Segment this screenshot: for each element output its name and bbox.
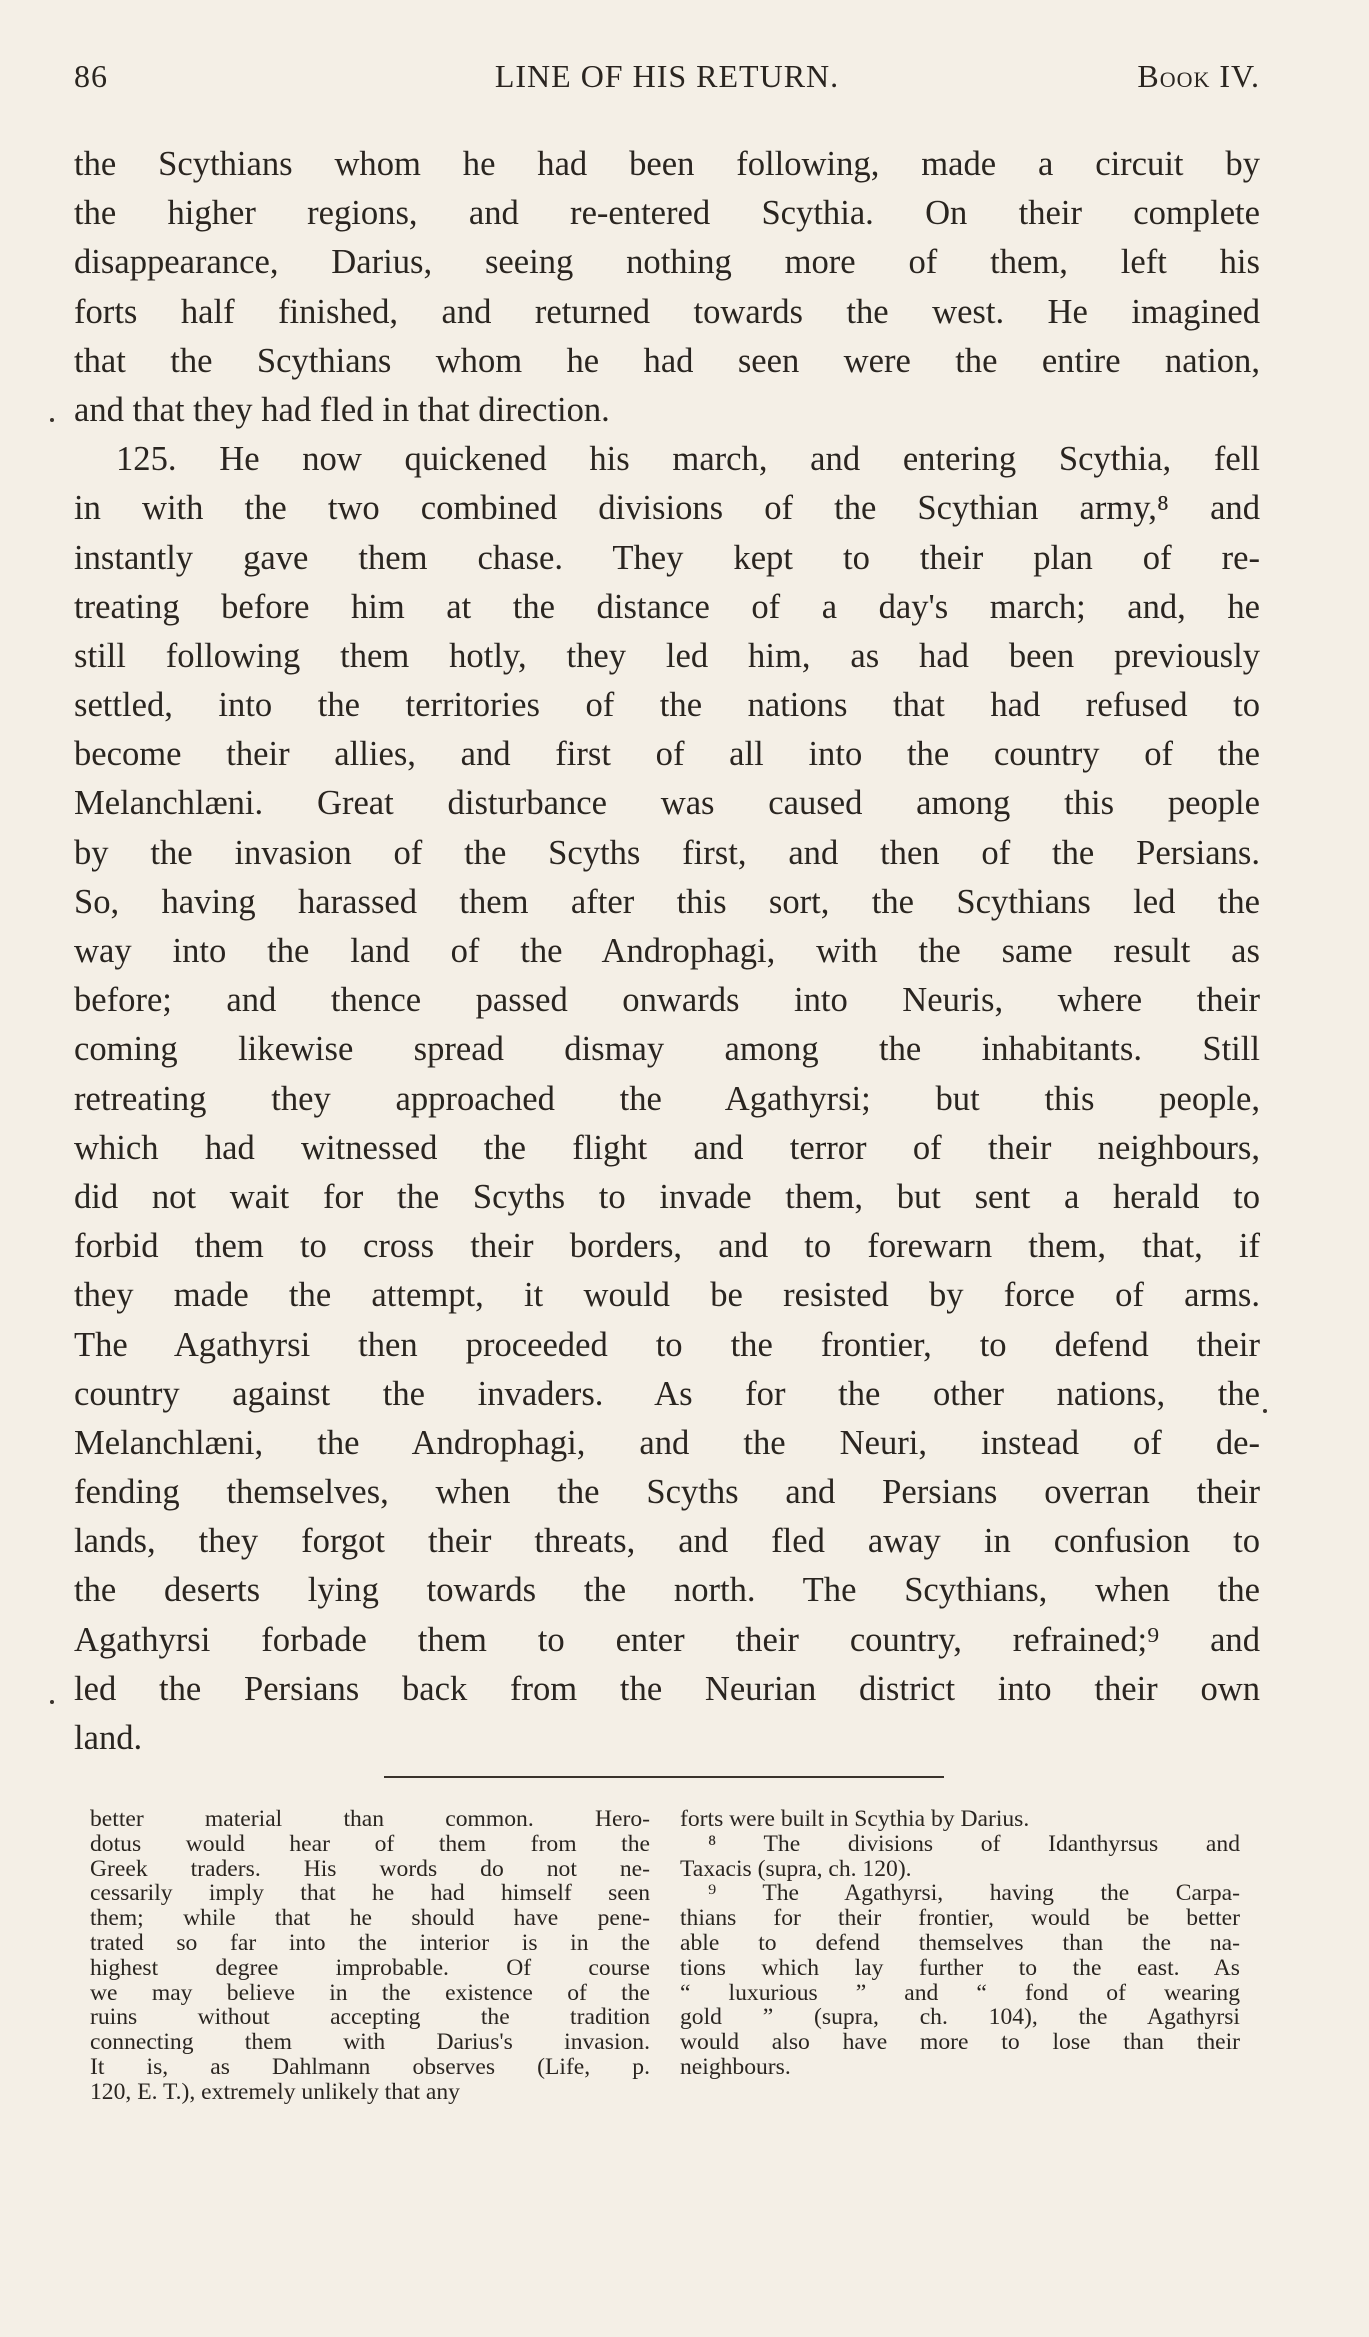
text-line: fending themselves, when the Scyths and Persians overran their bbox=[74, 1473, 1260, 1512]
text-line: land. bbox=[74, 1719, 143, 1757]
running-title: LINE OF HIS RETURN. bbox=[494, 58, 840, 94]
text-line: settled, into the territories of the nations that had refused to bbox=[74, 686, 1260, 725]
text-line: The Agathyrsi then proceeded to the frontier, to defend their bbox=[74, 1325, 1260, 1364]
text-line: country against the invaders. As for the other nations, the bbox=[74, 1374, 1260, 1413]
main-text bbox=[74, 140, 1260, 1763]
text-line: instantly gave them chase. They kept to their plan of re- bbox=[74, 538, 1260, 577]
text-line: treating before him at the distance of a day's march; and, he bbox=[74, 587, 1260, 626]
footnote-line: tions which lay further to the east. As bbox=[680, 1954, 1240, 1981]
text-line: they made the attempt, it would be resisted by force of arms. bbox=[74, 1276, 1260, 1315]
text-line: become their allies, and first of all into the country of the bbox=[74, 735, 1260, 774]
page-number: 86 bbox=[74, 58, 108, 94]
text-line: disappearance, Darius, seeing nothing more of them, left his bbox=[74, 243, 1260, 282]
text-line: way into the land of the Androphagi, with the same result as bbox=[74, 932, 1260, 970]
text-line: did not wait for the Scyths to invade them, but sent a herald to bbox=[74, 1177, 1260, 1216]
text-line: retreating they approached the Agathyrsi; but this people, bbox=[74, 1079, 1260, 1118]
footnote-line: gold ” (supra, ch. 104), the Agathyrsi bbox=[680, 2004, 1240, 2031]
text-line: which had witnessed the flight and terror of their neighbours, bbox=[74, 1128, 1260, 1167]
footnote-line: them; while that he should have pene- bbox=[90, 1905, 650, 1932]
footnote-line: highest degree improbable. Of course bbox=[90, 1954, 650, 1981]
text-line: coming likewise spread dismay among the inhabitants. Still bbox=[74, 1030, 1260, 1069]
footnote-divider bbox=[384, 1776, 944, 1778]
text-line: still following them hotly, they led him, as had been previously bbox=[74, 636, 1260, 675]
footnote-line: thians for their frontier, would be better bbox=[680, 1905, 1240, 1932]
footnote-line: 120, E. T.), extremely unlikely that any bbox=[90, 2078, 460, 2105]
footnote-line: ruins without accepting the tradition bbox=[90, 2004, 650, 2031]
text-line: that the Scythians whom he had seen were the entire nation, bbox=[74, 341, 1260, 380]
text-line: in with the two combined divisions of the Scythian army,⁸ and bbox=[74, 489, 1260, 528]
footnote-line: Greek traders. His words do not ne- bbox=[90, 1855, 650, 1882]
text-line: the higher regions, and re-entered Scythia. On their complete bbox=[74, 194, 1260, 233]
footnote-line: ⁸ The divisions of Idanthyrsus and bbox=[708, 1830, 1240, 1857]
footnotes-left-column bbox=[90, 1807, 650, 2105]
footnote-line: would also have more to lose than their bbox=[680, 2029, 1240, 2056]
stray-mark bbox=[50, 418, 54, 422]
footnote-line: we may believe in the existence of the bbox=[90, 1979, 650, 2006]
footnote-line: Taxacis (supra, ch. 120). bbox=[680, 1855, 912, 1882]
stray-mark bbox=[50, 1700, 54, 1704]
text-line: and that they had fled in that direction. bbox=[74, 390, 610, 429]
footnote-line: better material than common. Hero- bbox=[90, 1806, 650, 1832]
text-line: So, having harassed them after this sort, the Scythians led the bbox=[74, 882, 1260, 921]
text-line: led the Persians back from the Neurian district into their own bbox=[74, 1669, 1260, 1708]
stray-mark bbox=[1263, 1409, 1267, 1413]
footnote-line: dotus would hear of them from the bbox=[90, 1830, 650, 1857]
footnote-line: able to defend themselves than the na- bbox=[680, 1929, 1240, 1956]
text-line: the Scythians whom he had been following, made a circuit by bbox=[74, 145, 1260, 183]
text-line: the deserts lying towards the north. The Scythians, when the bbox=[74, 1571, 1260, 1610]
running-head bbox=[74, 58, 1260, 98]
text-line: by the invasion of the Scyths first, and then of the Persians. bbox=[74, 833, 1260, 872]
footnote-line: cessarily imply that he had himself seen bbox=[90, 1880, 650, 1907]
text-line: forbid them to cross their borders, and to forewarn them, that, if bbox=[74, 1227, 1260, 1266]
footnote-line: trated so far into the interior is in the bbox=[90, 1929, 650, 1956]
footnote-line: forts were built in Scythia by Darius. bbox=[680, 1806, 1030, 1832]
footnote-line: It is, as Dahlmann observes (Life, p. bbox=[90, 2053, 650, 2080]
footnote-line: neighbours. bbox=[680, 2053, 791, 2080]
text-line: 125. He now quickened his march, and entering Scythia, fell bbox=[116, 440, 1260, 479]
footnotes-right-column bbox=[680, 1807, 1240, 2080]
footnote-line: connecting them with Darius's invasion. bbox=[90, 2029, 650, 2056]
text-line: lands, they forgot their threats, and fled away in confusion to bbox=[74, 1522, 1260, 1561]
text-line: Agathyrsi forbade them to enter their country, refrained;⁹ and bbox=[74, 1620, 1260, 1659]
text-line: before; and thence passed onwards into Neuris, where their bbox=[74, 981, 1260, 1020]
text-line: forts half finished, and returned towards the west. He imagined bbox=[74, 292, 1260, 331]
text-line: Melanchlæni, the Androphagi, and the Neuri, instead of de- bbox=[74, 1423, 1260, 1462]
footnote-line: ⁹ The Agathyrsi, having the Carpa- bbox=[708, 1880, 1240, 1907]
text-line: Melanchlæni. Great disturbance was caused among this people bbox=[74, 784, 1260, 823]
footnote-line: “ luxurious ” and “ fond of wearing bbox=[680, 1979, 1240, 2006]
book-label: Book IV. bbox=[1137, 58, 1260, 94]
